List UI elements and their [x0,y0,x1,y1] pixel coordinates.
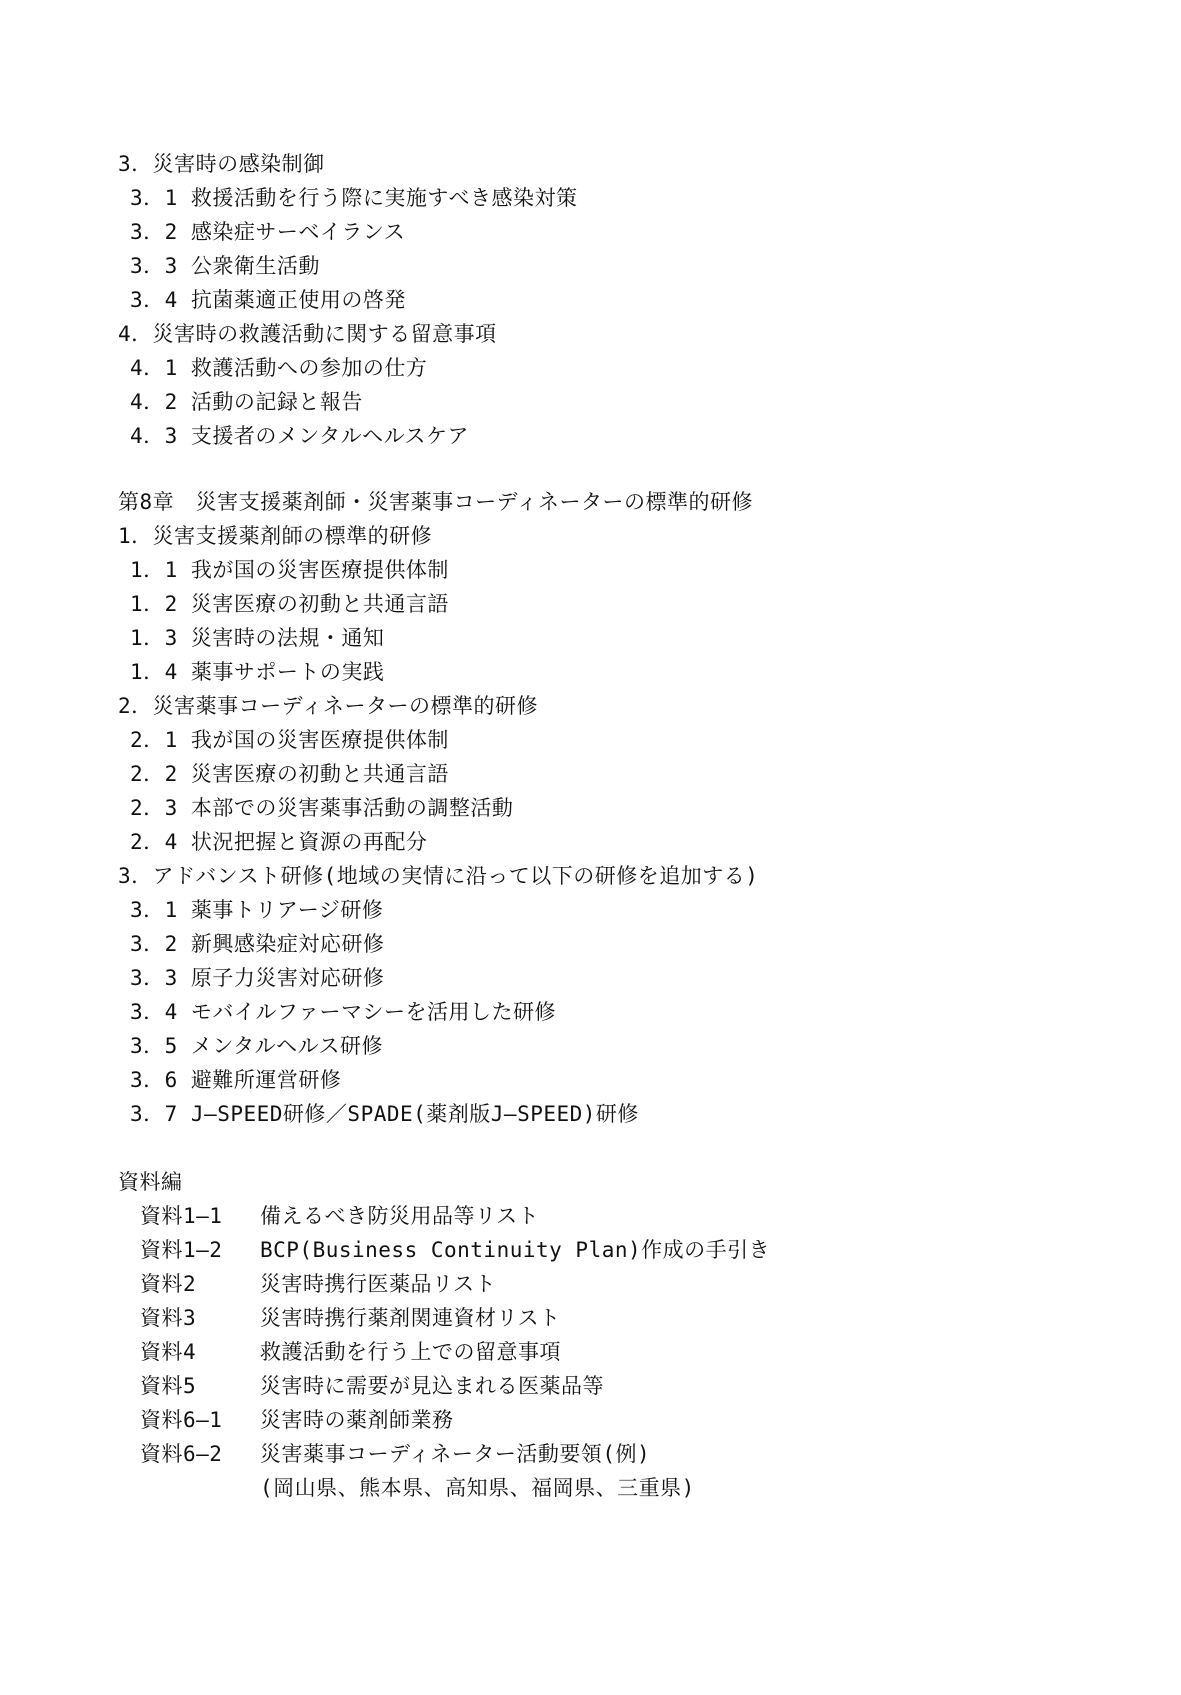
toc-item: 3．4 抗菌薬適正使用の啓発 [130,288,406,312]
material-label: 資料3 [140,1306,197,1330]
material-label: 資料2 [140,1272,197,1296]
toc-item: 2．4 状況把握と資源の再配分 [130,830,428,854]
material-label: 資料4 [140,1340,197,1364]
toc-item: 3．3 原子力災害対応研修 [130,966,385,990]
toc-item: 3．5 メンタルヘルス研修 [130,1034,383,1058]
material-title: 備えるべき防災用品等リスト [260,1204,540,1228]
toc-item: 3．7 J―SPEED研修／SPADE(薬剤版J―SPEED)研修 [130,1102,639,1126]
toc-item: 1．2 災害医療の初動と共通言語 [130,592,449,616]
toc-item: 4．2 活動の記録と報告 [130,390,363,414]
toc-item: 1．3 災害時の法規・通知 [130,626,385,650]
material-title: 災害薬事コーディネーター活動要領(例) [260,1442,651,1466]
toc-item: 4．3 支援者のメンタルヘルスケア [130,424,469,448]
toc-item: 3．4 モバイルファーマシーを活用した研修 [130,1000,557,1024]
material-label: 資料6―1 [140,1408,223,1432]
material-label: 資料1―2 [140,1238,223,1262]
toc-item: 2．2 災害医療の初動と共通言語 [130,762,449,786]
toc-item: 1．1 我が国の災害医療提供体制 [130,558,449,582]
material-title: BCP(Business Continuity Plan)作成の手引き [260,1238,771,1262]
toc-item: 4．1 救護活動への参加の仕方 [130,356,428,380]
section-heading: 3．災害時の感染制御 [118,152,325,176]
section-heading: 3．アドバンスト研修(地域の実情に沿って以下の研修を追加する) [118,864,759,888]
material-title: 災害時に需要が見込まれる医薬品等 [260,1374,604,1398]
toc-item: 1．4 薬事サポートの実践 [130,660,385,684]
toc-item: 2．3 本部での災害薬事活動の調整活動 [130,796,514,820]
material-title: 災害時携行医薬品リスト [260,1272,497,1296]
material-label: 資料1―1 [140,1204,223,1228]
material-title: 災害時の薬剤師業務 [260,1408,454,1432]
toc-item: 3．2 新興感染症対応研修 [130,932,385,956]
chapter-title: 第8章 災害支援薬剤師・災害薬事コーディネーターの標準的研修 [118,490,753,514]
toc-item: 3．1 救援活動を行う際に実施すべき感染対策 [130,186,578,210]
material-continuation: (岡山県、熊本県、高知県、福岡県、三重県) [260,1476,695,1500]
material-title: 災害時携行薬剤関連資材リスト [260,1306,561,1330]
section-heading: 1．災害支援薬剤師の標準的研修 [118,524,433,548]
toc-item: 3．2 感染症サーベイランス [130,220,406,244]
toc-item: 3．3 公衆衛生活動 [130,254,320,278]
section-heading: 4．災害時の救護活動に関する留意事項 [118,322,497,346]
material-title: 救護活動を行う上での留意事項 [260,1340,561,1364]
toc-item: 3．1 薬事トリアージ研修 [130,898,384,922]
material-label: 資料6―2 [140,1442,223,1466]
toc-item: 2．1 我が国の災害医療提供体制 [130,728,449,752]
materials-heading: 資料編 [118,1170,183,1194]
material-label: 資料5 [140,1374,197,1398]
toc-item: 3．6 避難所運営研修 [130,1068,342,1092]
section-heading: 2．災害薬事コーディネーターの標準的研修 [118,694,538,718]
